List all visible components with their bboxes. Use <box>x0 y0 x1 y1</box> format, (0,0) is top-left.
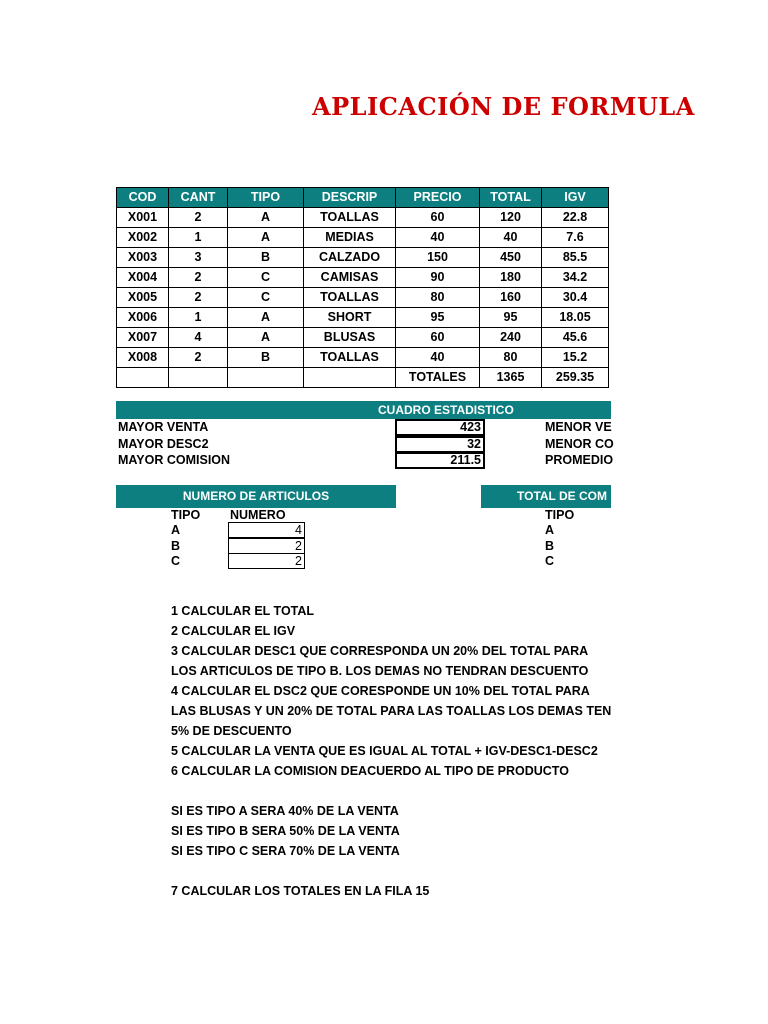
stat-label-mayor-desc2: MAYOR DESC2 <box>118 437 209 451</box>
table-cell[interactable]: X003 <box>117 248 169 268</box>
stat-value-mayor-venta[interactable]: 423 <box>395 419 485 436</box>
stat-label-menor-venta: MENOR VE <box>545 420 612 434</box>
table-cell[interactable]: TOALLAS <box>304 208 396 228</box>
totals-igv-value[interactable]: 259.35 <box>542 368 609 388</box>
table-cell[interactable]: X008 <box>117 348 169 368</box>
stat-label-mayor-venta: MAYOR VENTA <box>118 420 209 434</box>
table-row <box>117 208 609 228</box>
table-cell[interactable]: 95 <box>480 308 542 328</box>
table-cell[interactable]: 180 <box>480 268 542 288</box>
stats-header-bar <box>116 401 611 419</box>
table-cell[interactable]: TOALLAS <box>304 288 396 308</box>
articles-tipo-a: A <box>171 523 181 537</box>
table-cell[interactable]: 40 <box>480 228 542 248</box>
instruction-line: 4 CALCULAR EL DSC2 QUE CORESPONDE UN 10% DEL TOTAL PARA <box>171 684 590 698</box>
stat-label-menor-comision: MENOR CO <box>545 437 614 451</box>
table-cell[interactable]: 60 <box>396 328 480 348</box>
sales-table <box>116 187 609 388</box>
table-cell[interactable]: CALZADO <box>304 248 396 268</box>
column-header-igv[interactable]: IGV <box>542 188 609 208</box>
table-cell[interactable]: X005 <box>117 288 169 308</box>
table-cell[interactable]: X007 <box>117 328 169 348</box>
commission-tipo-b: B <box>545 539 555 553</box>
table-cell[interactable]: 22.8 <box>542 208 609 228</box>
table-cell[interactable]: X001 <box>117 208 169 228</box>
stat-label-mayor-comision: MAYOR COMISION <box>118 453 231 467</box>
table-cell[interactable] <box>228 368 304 388</box>
table-cell[interactable]: TOALLAS <box>304 348 396 368</box>
table-cell[interactable]: A <box>228 308 304 328</box>
table-cell[interactable]: X006 <box>117 308 169 328</box>
articles-tipo-b: B <box>171 539 181 553</box>
commission-tipo-c: C <box>545 554 555 568</box>
table-cell[interactable]: SHORT <box>304 308 396 328</box>
table-cell[interactable]: 450 <box>480 248 542 268</box>
instruction-line: 7 CALCULAR LOS TOTALES EN LA FILA 15 <box>171 884 430 898</box>
table-cell[interactable]: 34.2 <box>542 268 609 288</box>
column-header-cant[interactable]: CANT <box>169 188 228 208</box>
table-cell[interactable]: 15.2 <box>542 348 609 368</box>
articles-header-bar: NUMERO DE ARTICULOS <box>116 485 396 508</box>
table-cell[interactable]: 4 <box>169 328 228 348</box>
table-cell[interactable]: 7.6 <box>542 228 609 248</box>
table-header-row <box>117 188 609 208</box>
column-header-tipo[interactable]: TIPO <box>228 188 304 208</box>
commission-col-tipo: TIPO <box>545 508 575 522</box>
instruction-line: LAS BLUSAS Y UN 20% DE TOTAL PARA LAS TOALLAS LOS DEMAS TEN <box>171 704 612 718</box>
table-cell[interactable]: 3 <box>169 248 228 268</box>
table-row <box>117 228 609 248</box>
articles-numero-c[interactable]: 2 <box>228 553 305 569</box>
articles-col-tipo: TIPO <box>171 508 201 522</box>
column-header-cod[interactable]: COD <box>117 188 169 208</box>
table-cell[interactable]: C <box>228 268 304 288</box>
table-cell[interactable]: 120 <box>480 208 542 228</box>
table-cell[interactable]: 2 <box>169 268 228 288</box>
table-cell[interactable]: A <box>228 328 304 348</box>
instruction-line: 1 CALCULAR EL TOTAL <box>171 604 315 618</box>
table-cell[interactable]: 1 <box>169 228 228 248</box>
table-cell[interactable]: CAMISAS <box>304 268 396 288</box>
stat-value-mayor-comision[interactable]: 211.5 <box>395 452 485 469</box>
table-cell[interactable]: MEDIAS <box>304 228 396 248</box>
commission-header-label: TOTAL DE COM <box>517 489 607 503</box>
instruction-line: LOS ARTICULOS DE TIPO B. LOS DEMAS NO TENDRAN DESCUENTO <box>171 664 589 678</box>
instruction-line: SI ES TIPO C SERA 70% DE LA VENTA <box>171 844 400 858</box>
table-cell[interactable]: 45.6 <box>542 328 609 348</box>
table-cell[interactable]: 80 <box>396 288 480 308</box>
table-cell[interactable]: 18.05 <box>542 308 609 328</box>
articles-col-numero: NUMERO <box>230 508 286 522</box>
table-cell[interactable]: B <box>228 248 304 268</box>
table-row <box>117 308 609 328</box>
table-cell[interactable]: C <box>228 288 304 308</box>
stat-label-promedio: PROMEDIO <box>545 453 614 467</box>
column-header-precio[interactable]: PRECIO <box>396 188 480 208</box>
table-cell[interactable]: 80 <box>480 348 542 368</box>
table-cell[interactable]: 60 <box>396 208 480 228</box>
table-cell[interactable]: 2 <box>169 288 228 308</box>
articles-tipo-c: C <box>171 554 181 568</box>
table-cell[interactable]: 90 <box>396 268 480 288</box>
table-cell[interactable]: 240 <box>480 328 542 348</box>
instruction-line: 5% DE DESCUENTO <box>171 724 292 738</box>
instruction-line: 5 CALCULAR LA VENTA QUE ES IGUAL AL TOTAL + IGV-DESC1-DESC2 <box>171 744 598 758</box>
table-cell[interactable] <box>169 368 228 388</box>
column-header-descrip[interactable]: DESCRIP <box>304 188 396 208</box>
table-row <box>117 348 609 368</box>
table-cell[interactable]: 85.5 <box>542 248 609 268</box>
table-cell[interactable]: A <box>228 208 304 228</box>
table-cell[interactable] <box>117 368 169 388</box>
column-header-total[interactable]: TOTAL <box>480 188 542 208</box>
table-row <box>117 288 609 308</box>
table-row <box>117 328 609 348</box>
stats-header-label: CUADRO ESTADISTICO <box>378 403 514 417</box>
articles-numero-a[interactable]: 4 <box>228 522 305 538</box>
table-cell[interactable] <box>304 368 396 388</box>
table-cell[interactable]: 150 <box>396 248 480 268</box>
table-cell[interactable]: 30.4 <box>542 288 609 308</box>
totals-label[interactable]: TOTALES <box>396 368 480 388</box>
totals-total-value[interactable]: 1365 <box>480 368 542 388</box>
table-cell[interactable]: X002 <box>117 228 169 248</box>
table-cell[interactable]: BLUSAS <box>304 328 396 348</box>
table-cell[interactable]: X004 <box>117 268 169 288</box>
stat-value-mayor-desc2[interactable]: 32 <box>395 436 485 453</box>
instruction-line: SI ES TIPO B SERA 50% DE LA VENTA <box>171 824 400 838</box>
table-cell[interactable]: 95 <box>396 308 480 328</box>
articles-numero-b[interactable]: 2 <box>228 538 305 554</box>
table-cell[interactable]: B <box>228 348 304 368</box>
instruction-line: 3 CALCULAR DESC1 QUE CORRESPONDA UN 20% DEL TOTAL PARA <box>171 644 589 658</box>
instruction-line: 2 CALCULAR EL IGV <box>171 624 296 638</box>
table-cell[interactable]: 1 <box>169 308 228 328</box>
commission-tipo-a: A <box>545 523 555 537</box>
table-cell[interactable]: 2 <box>169 208 228 228</box>
table-cell[interactable]: 2 <box>169 348 228 368</box>
table-cell[interactable]: A <box>228 228 304 248</box>
table-row <box>117 248 609 268</box>
totals-row <box>117 368 609 388</box>
table-cell[interactable]: 40 <box>396 228 480 248</box>
instruction-line: 6 CALCULAR LA COMISION DEACUERDO AL TIPO DE PRODUCTO <box>171 764 569 778</box>
table-cell[interactable]: 40 <box>396 348 480 368</box>
commission-header-bar <box>481 485 611 508</box>
table-cell[interactable]: 160 <box>480 288 542 308</box>
instruction-line: SI ES TIPO A SERA 40% DE LA VENTA <box>171 804 399 818</box>
page-title: APLICACIÓN DE FORMULA <box>312 92 695 121</box>
table-row <box>117 268 609 288</box>
